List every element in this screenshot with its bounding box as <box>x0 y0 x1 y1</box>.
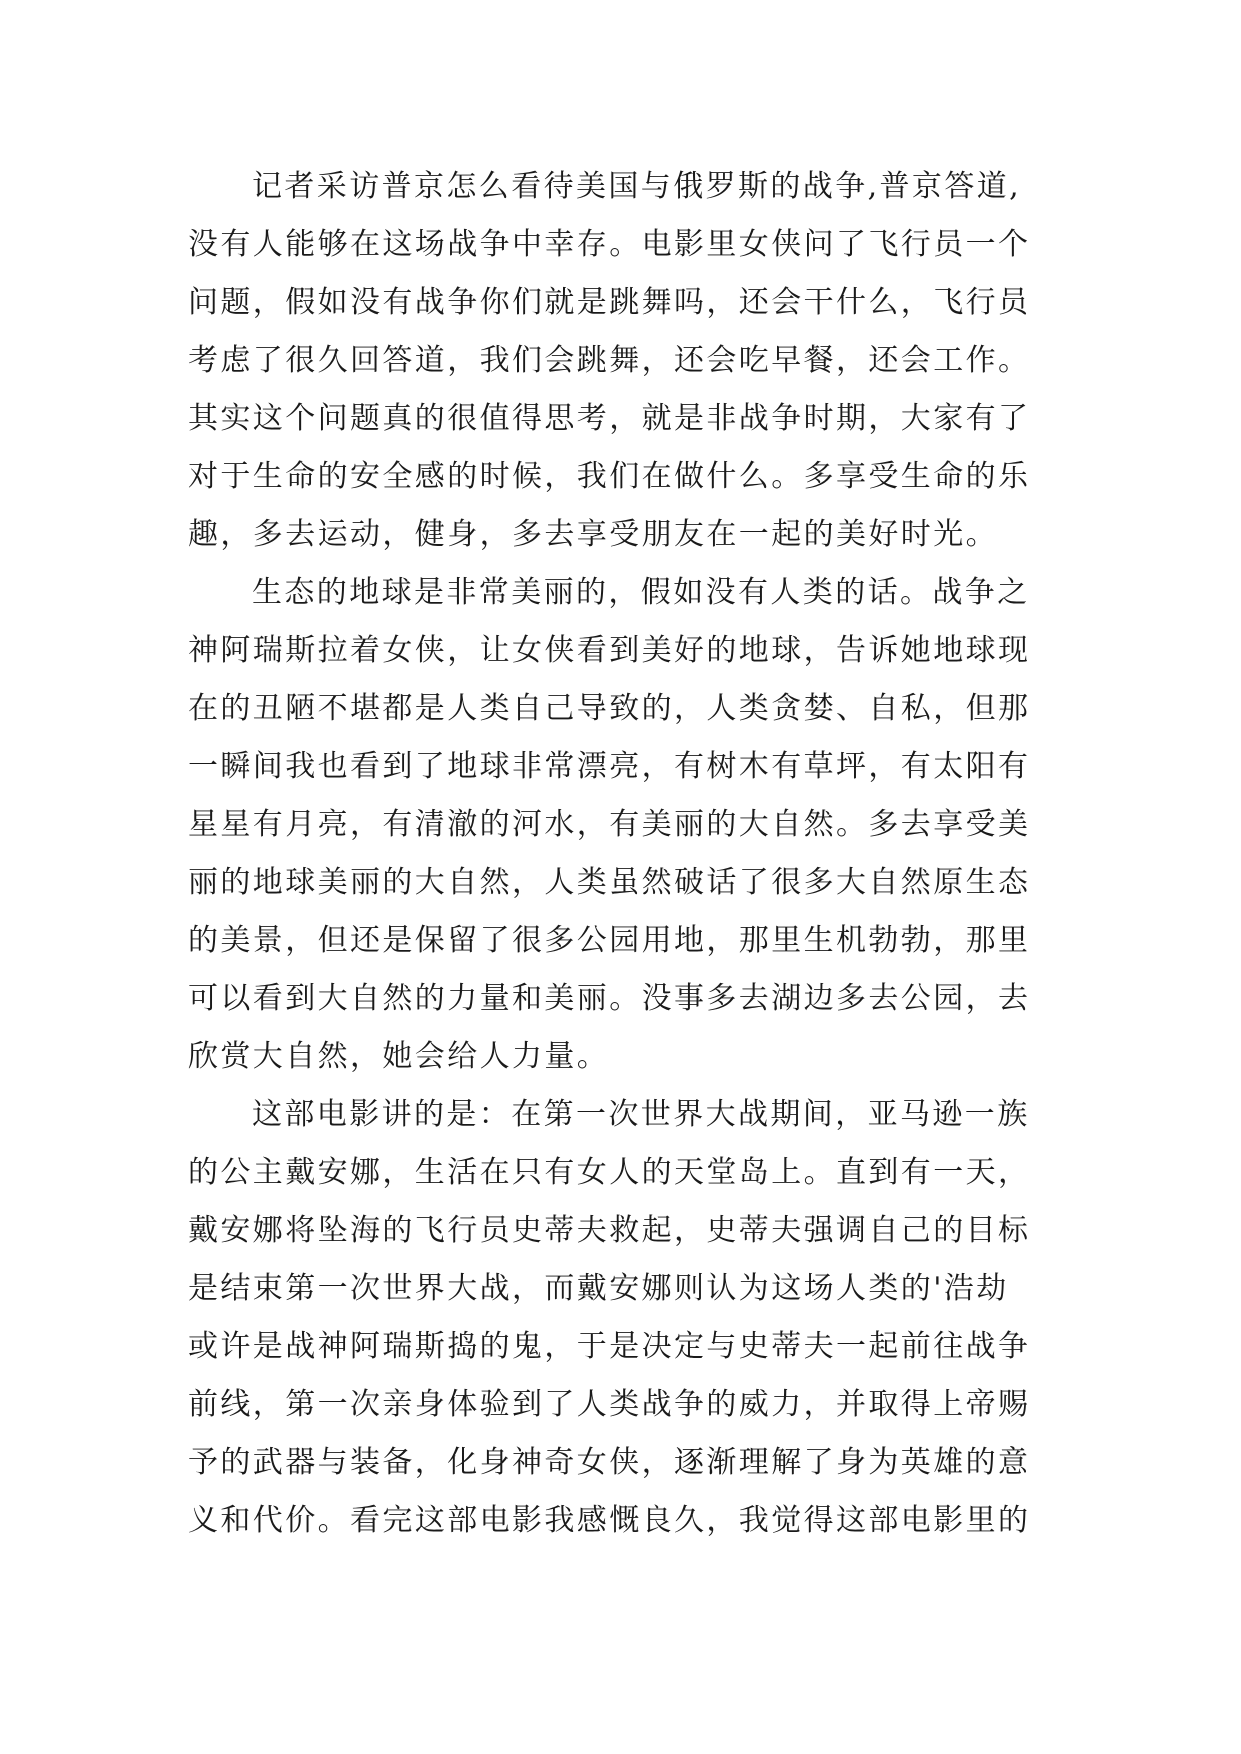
text-line: 其实这个问题真的很值得思考，就是非战争时期，大家有了 <box>188 401 1031 436</box>
text-line: 的美景，但还是保留了很多公园用地，那里生机勃勃，那里 <box>188 923 1031 958</box>
text-line: 记者采访普京怎么看待美国与俄罗斯的战争,普京答道, <box>252 169 1022 204</box>
text-line: 是结束第一次世界大战，而戴安娜则认为这场人类的'浩劫 <box>188 1271 1009 1306</box>
text-line: 欣赏大自然，她会给人力量。 <box>188 1039 610 1074</box>
text-line: 问题，假如没有战争你们就是跳舞吗，还会干什么，飞行员 <box>188 285 1031 320</box>
text-line: 没有人能够在这场战争中幸存。电影里女侠问了飞行员一个 <box>188 227 1031 262</box>
text-line: 趣，多去运动，健身，多去享受朋友在一起的美好时光。 <box>188 517 998 552</box>
text-line: 对于生命的安全感的时候，我们在做什么。多享受生命的乐 <box>188 459 1031 494</box>
text-line: 星星有月亮，有清澈的河水，有美丽的大自然。多去享受美 <box>188 807 1031 842</box>
text-line: 这部电影讲的是：在第一次世界大战期间，亚马逊一族 <box>252 1097 1030 1132</box>
text-line: 前线，第一次亲身体验到了人类战争的威力，并取得上帝赐 <box>188 1387 1031 1422</box>
text-line: 义和代价。看完这部电影我感慨良久，我觉得这部电影里的 <box>188 1503 1031 1538</box>
text-line: 考虑了很久回答道，我们会跳舞，还会吃早餐，还会工作。 <box>188 343 1031 378</box>
text-line: 神阿瑞斯拉着女侠，让女侠看到美好的地球，告诉她地球现 <box>188 633 1031 668</box>
document-body <box>188 158 1068 1550</box>
text-line: 一瞬间我也看到了地球非常漂亮，有树木有草坪，有太阳有 <box>188 749 1031 784</box>
text-line: 丽的地球美丽的大自然，人类虽然破话了很多大自然原生态 <box>188 865 1031 900</box>
text-line: 可以看到大自然的力量和美丽。没事多去湖边多去公园，去 <box>188 981 1031 1016</box>
text-line: 戴安娜将坠海的飞行员史蒂夫救起，史蒂夫强调自己的目标 <box>188 1213 1031 1248</box>
text-line: 或许是战神阿瑞斯捣的鬼，于是决定与史蒂夫一起前往战争 <box>188 1329 1031 1364</box>
text-line: 生态的地球是非常美丽的，假如没有人类的话。战争之 <box>252 575 1030 610</box>
text-line: 在的丑陋不堪都是人类自己导致的，人类贪婪、自私，但那 <box>188 691 1031 726</box>
text-line: 的公主戴安娜，生活在只有女人的天堂岛上。直到有一天， <box>188 1155 1031 1190</box>
paragraph <box>188 1086 1068 1550</box>
paragraph <box>188 158 1068 564</box>
text-line: 予的武器与装备，化身神奇女侠，逐渐理解了身为英雄的意 <box>188 1445 1031 1480</box>
paragraph <box>188 564 1068 1086</box>
